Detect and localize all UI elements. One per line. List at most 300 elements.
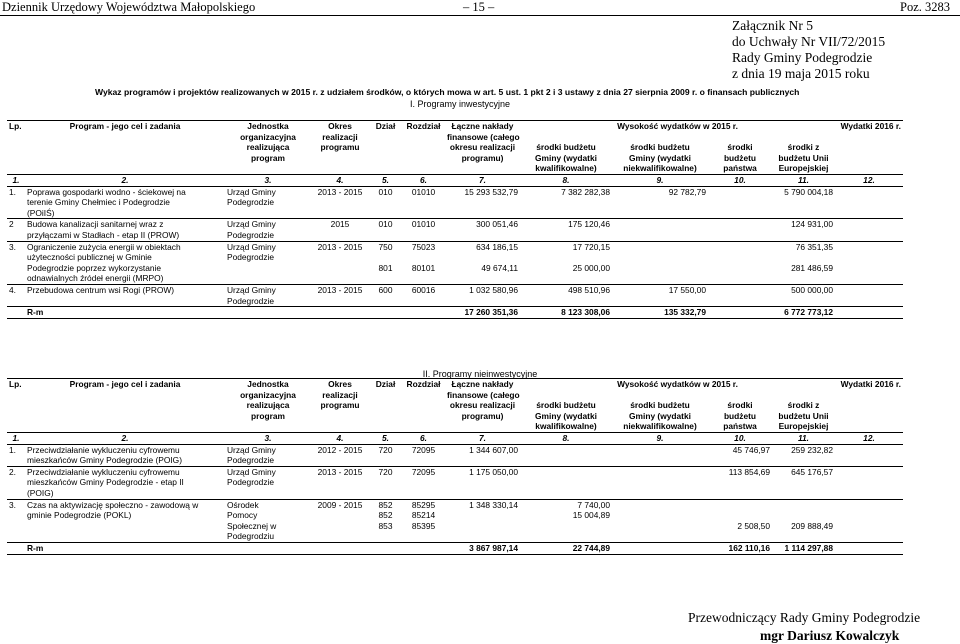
cell-srodki-ue xyxy=(772,273,835,284)
cell-rozdzial xyxy=(402,208,445,219)
total-row xyxy=(7,307,903,319)
cell-dzial: 600 xyxy=(378,284,393,295)
cell-program: gminie Podegrodzie (POKL) xyxy=(27,510,132,521)
col-header-sub2: Gminy (wydatki xyxy=(629,152,691,163)
cell-dzial: 720 xyxy=(378,466,393,477)
total-blank xyxy=(369,307,402,319)
cell-srodki-ue: 259 232,82 xyxy=(791,444,833,455)
cell-okres: 2013 - 2015 xyxy=(317,284,363,295)
col-header-wydatki2016: Wydatki 2016 r. xyxy=(835,379,903,390)
column-number: 2. xyxy=(25,174,225,186)
cell-srodki-panstwa xyxy=(708,531,772,542)
col-header-jednostka: Jednostka xyxy=(225,379,311,390)
col-header-blank xyxy=(402,421,445,432)
col-header-jednostka: program xyxy=(251,410,285,421)
column-number: 1. xyxy=(7,432,25,444)
col-header-blank xyxy=(7,163,25,174)
cell-rozdzial: 80101 xyxy=(411,262,436,273)
col-header-sub1: Gminy (wydatki xyxy=(535,152,597,163)
cell-srodki-niekwal xyxy=(612,208,708,219)
col-header-naklady: okresu realizacji xyxy=(449,142,516,153)
cell-srodki-panstwa xyxy=(708,230,772,241)
col-header-sub1: środki budżetu xyxy=(536,142,596,153)
cell-okres xyxy=(311,455,369,466)
cell-jednostka xyxy=(225,208,311,219)
col-header-sub4: budżetu Unii xyxy=(778,152,829,163)
cell-jednostka: Podegrodzie xyxy=(225,230,311,241)
cell-wydatki2016 xyxy=(835,241,903,252)
col-header-okres: programu xyxy=(320,400,360,411)
col-header-dzial: Dział xyxy=(369,121,402,132)
cell-okres xyxy=(311,273,369,284)
cell-jednostka xyxy=(225,263,311,274)
cell-naklady xyxy=(445,230,520,241)
table-row xyxy=(7,230,903,241)
cell-srodki-panstwa xyxy=(708,296,772,307)
cell-srodki-kwal: 17 720,15 xyxy=(572,241,610,252)
total-blank xyxy=(402,307,445,319)
col-header-dzial: Dział xyxy=(369,379,402,390)
col-header-rozdzial xyxy=(402,390,445,401)
cell-okres xyxy=(311,208,369,219)
cell-srodki-ue: 645 176,57 xyxy=(791,466,833,477)
col-header-blank xyxy=(835,142,903,153)
col-header-naklady: okresu realizacji xyxy=(449,400,516,411)
cell-naklady xyxy=(445,273,520,284)
total-blank xyxy=(835,542,903,554)
cell-srodki-ue: 281 486,59 xyxy=(791,262,833,273)
total-row xyxy=(7,542,903,554)
col-header-blank xyxy=(612,132,708,143)
col-header-okres xyxy=(311,411,369,422)
col-header-blank xyxy=(772,390,835,401)
cell-rozdzial xyxy=(402,252,445,263)
col-header-sub4: Europejskiej xyxy=(778,421,829,432)
table-row xyxy=(7,531,903,542)
cell-wydatki2016 xyxy=(835,284,903,295)
cell-srodki-panstwa xyxy=(708,284,772,295)
cell-rozdzial xyxy=(402,197,445,208)
cell-wydatki2016 xyxy=(835,252,903,263)
cell-wydatki2016 xyxy=(835,186,903,197)
cell-program: terenie Gminy Chełmiec i Podegrodzie xyxy=(27,197,170,208)
table-row xyxy=(7,477,903,488)
page-number: – 15 – xyxy=(463,0,495,14)
cell-srodki-niekwal xyxy=(612,197,708,208)
cell-jednostka: Podegrodzie xyxy=(227,197,275,208)
col-header-program xyxy=(25,132,225,143)
column-number: 7. xyxy=(445,174,520,186)
signature-role: Przewodniczący Rady Gminy Podegrodzie xyxy=(688,610,921,625)
cell-lp xyxy=(7,455,25,466)
column-number: 12. xyxy=(835,432,903,444)
cell-dzial xyxy=(369,273,402,284)
cell-dzial: 852 xyxy=(378,510,393,521)
cell-srodki-panstwa xyxy=(708,488,772,499)
cell-naklady: 1 175 050,00 xyxy=(469,466,518,477)
col-header-lp: Lp. xyxy=(7,379,25,390)
col-header-blank xyxy=(612,390,708,401)
col-header-blank xyxy=(25,163,225,174)
cell-rozdzial xyxy=(402,477,445,488)
col-header-sub1: kwalifikowalne) xyxy=(535,421,597,432)
cell-srodki-kwal xyxy=(520,488,612,499)
col-header-program xyxy=(25,142,225,153)
cell-srodki-ue: 209 888,49 xyxy=(791,520,833,531)
cell-srodki-ue xyxy=(772,510,835,521)
col-header-rozdzial xyxy=(402,400,445,411)
cell-srodki-niekwal xyxy=(612,296,708,307)
cell-srodki-niekwal xyxy=(612,263,708,274)
cell-wydatki2016 xyxy=(835,477,903,488)
cell-wydatki2016 xyxy=(835,531,903,542)
cell-srodki-panstwa: 113 854,69 xyxy=(728,466,770,477)
column-number: 8. xyxy=(520,174,612,186)
cell-lp: 3. xyxy=(9,499,16,510)
cell-srodki-ue xyxy=(772,477,835,488)
col-header-dzial xyxy=(369,142,402,153)
cell-srodki-ue xyxy=(772,252,835,263)
col-header-jednostka: realizująca xyxy=(246,142,290,153)
cell-dzial: 720 xyxy=(378,444,393,455)
cell-srodki-panstwa xyxy=(708,263,772,274)
cell-program: odnawialnych źródeł energii (MRPO) xyxy=(25,273,225,284)
table-row xyxy=(7,241,903,252)
column-number: 11. xyxy=(772,432,835,444)
table-row xyxy=(7,296,903,307)
cell-program: Przebudowa centrum wsi Rogi (PROW) xyxy=(27,284,175,295)
cell-rozdzial xyxy=(402,273,445,284)
cell-srodki-niekwal xyxy=(612,219,708,230)
col-header-program: Program - jego cel i zadania xyxy=(25,379,225,390)
cell-jednostka: Urząd Gminy xyxy=(227,444,276,455)
cell-srodki-kwal xyxy=(520,466,612,477)
cell-rozdzial xyxy=(402,455,445,466)
col-header-blank xyxy=(311,421,369,432)
page-header-journal: Dziennik Urzędowy Województwa Małopolskiego xyxy=(2,0,256,14)
cell-okres: 2012 - 2015 xyxy=(317,444,363,455)
cell-srodki-niekwal xyxy=(612,477,708,488)
cell-srodki-ue: 76 351,35 xyxy=(795,241,833,252)
cell-program: Przeciwdziałanie wykluczeniu cyfrowemu xyxy=(27,444,180,455)
cell-rozdzial: 01010 xyxy=(411,219,436,230)
col-header-sub4: budżetu Unii xyxy=(778,410,829,421)
cell-srodki-kwal xyxy=(520,444,612,455)
cell-naklady xyxy=(445,455,520,466)
table-row xyxy=(7,444,903,455)
col-header-dzial xyxy=(369,390,402,401)
cell-srodki-kwal: 7 382 282,38 xyxy=(561,186,610,197)
cell-srodki-ue: 5 790 004,18 xyxy=(784,186,833,197)
table-row xyxy=(7,273,903,284)
col-header-sub2: niekwalifikowalne) xyxy=(623,421,697,432)
col-header-blank xyxy=(369,163,402,174)
table-row xyxy=(7,455,903,466)
cell-dzial xyxy=(369,252,402,263)
total-srodki-panstwa xyxy=(708,307,772,319)
signature-name: mgr Dariusz Kowalczyk xyxy=(760,628,900,643)
column-number: 8. xyxy=(520,432,612,444)
cell-okres xyxy=(311,252,369,263)
cell-okres: 2009 - 2015 xyxy=(317,499,363,510)
cell-srodki-panstwa xyxy=(708,241,772,252)
cell-program xyxy=(25,531,225,542)
cell-rozdzial xyxy=(402,296,445,307)
col-header-sub1: Gminy (wydatki xyxy=(535,410,597,421)
col-header-blank xyxy=(402,163,445,174)
cell-srodki-kwal xyxy=(520,197,612,208)
cell-program: (POiIŚ) xyxy=(25,208,225,219)
cell-srodki-kwal xyxy=(520,296,612,307)
annex-line-1: Załącznik Nr 5 xyxy=(732,18,813,33)
cell-program: użyteczności publicznej w Gminie xyxy=(27,252,152,263)
table-row xyxy=(7,284,903,295)
cell-wydatki2016 xyxy=(835,444,903,455)
cell-naklady xyxy=(445,208,520,219)
cell-jednostka xyxy=(225,273,311,284)
cell-srodki-kwal xyxy=(520,252,612,263)
column-number: 5. xyxy=(369,432,402,444)
total-srodki-panstwa: 162 110,16 xyxy=(708,542,772,554)
cell-okres xyxy=(311,477,369,488)
col-header-sub1: środki budżetu xyxy=(536,400,596,411)
column-number: 4. xyxy=(311,174,369,186)
cell-srodki-kwal: 175 120,46 xyxy=(568,219,610,230)
cell-naklady xyxy=(445,252,520,263)
cell-naklady xyxy=(445,477,520,488)
cell-lp xyxy=(7,477,25,488)
total-srodki-ue: 6 772 773,12 xyxy=(772,307,835,319)
cell-jednostka: Urząd Gminy xyxy=(227,284,276,295)
cell-srodki-kwal xyxy=(520,455,612,466)
col-header-blank xyxy=(311,163,369,174)
total-blank xyxy=(225,307,311,319)
col-header-blank xyxy=(7,421,25,432)
cell-wydatki2016 xyxy=(835,263,903,274)
col-header-blank xyxy=(369,421,402,432)
cell-rozdzial: 85395 xyxy=(411,520,436,531)
cell-srodki-panstwa xyxy=(708,273,772,284)
cell-lp xyxy=(7,296,25,307)
cell-jednostka: Podegrodzie xyxy=(227,477,275,488)
col-header-wydatki2016: Wydatki 2016 r. xyxy=(835,121,903,132)
cell-dzial: 852 xyxy=(378,499,393,510)
col-header-sub2: niekwalifikowalne) xyxy=(623,163,697,174)
cell-srodki-panstwa xyxy=(708,455,772,466)
cell-lp: 4. xyxy=(9,284,16,295)
cell-srodki-niekwal: 92 782,79 xyxy=(668,186,706,197)
wykaz-title: Wykaz programów i projektów realizowanych w 2015 r. z udziałem środków, o których mowa w art. 5 ust. 1 pkt 2 i 3 ustawy z dnia 27 sierpnia 2009 r. o finansach publicznych xyxy=(95,87,800,97)
col-header-sub1: kwalifikowalne) xyxy=(535,163,597,174)
cell-srodki-niekwal xyxy=(612,444,708,455)
cell-wydatki2016 xyxy=(835,510,903,521)
cell-jednostka: Urząd Gminy xyxy=(227,466,276,477)
cell-srodki-panstwa xyxy=(708,219,772,230)
col-header-sub4: Europejskiej xyxy=(778,163,829,174)
cell-okres xyxy=(311,263,369,274)
cell-srodki-niekwal xyxy=(612,531,708,542)
cell-srodki-niekwal xyxy=(612,521,708,532)
col-header-blank xyxy=(520,390,612,401)
cell-dzial xyxy=(369,208,402,219)
column-number: 3. xyxy=(225,432,311,444)
col-header-program xyxy=(25,153,225,164)
column-number: 3. xyxy=(225,174,311,186)
cell-program: Budowa kanalizacji sanitarnej wraz z xyxy=(27,219,164,230)
cell-rozdzial: 85295 xyxy=(411,499,436,510)
investment-programs-table xyxy=(7,120,903,319)
annex-line-3: Rady Gminy Podegrodzie xyxy=(732,50,873,65)
col-header-okres: Okres xyxy=(311,379,369,390)
cell-srodki-kwal xyxy=(520,230,612,241)
cell-dzial xyxy=(369,531,402,542)
col-header-blank xyxy=(708,390,772,401)
total-srodki-niekwal: 135 332,79 xyxy=(612,307,708,319)
cell-okres xyxy=(311,510,369,521)
cell-lp: 2 xyxy=(9,219,14,230)
cell-program: (POIG) xyxy=(25,488,225,499)
cell-srodki-ue xyxy=(772,197,835,208)
col-header-jednostka: realizująca xyxy=(246,400,290,411)
cell-srodki-ue xyxy=(772,296,835,307)
col-header-rozdzial: Rozdział xyxy=(402,379,445,390)
cell-wydatki2016 xyxy=(835,197,903,208)
cell-naklady xyxy=(445,531,520,542)
col-header-rozdzial xyxy=(402,142,445,153)
cell-srodki-panstwa xyxy=(708,186,772,197)
cell-program xyxy=(25,296,225,307)
cell-dzial: 010 xyxy=(378,186,393,197)
col-header-naklady: Łączne nakłady xyxy=(445,121,520,132)
cell-naklady: 634 186,15 xyxy=(476,241,518,252)
cell-wydatki2016 xyxy=(835,219,903,230)
cell-lp xyxy=(7,531,25,542)
cell-naklady xyxy=(445,521,520,532)
cell-naklady: 1 032 580,96 xyxy=(469,284,518,295)
total-blank xyxy=(311,307,369,319)
cell-jednostka: Urząd Gminy xyxy=(227,186,276,197)
cell-rozdzial xyxy=(402,488,445,499)
total-naklady: 3 867 987,14 xyxy=(445,542,520,554)
col-header-blank xyxy=(445,163,520,174)
cell-srodki-niekwal xyxy=(612,230,708,241)
total-blank xyxy=(225,542,311,554)
table-row xyxy=(7,219,903,230)
col-header-blank xyxy=(835,163,903,174)
cell-srodki-kwal xyxy=(520,273,612,284)
col-header-wysokosc: Wysokość wydatków w 2015 r. xyxy=(520,121,835,132)
cell-lp: 2. xyxy=(9,466,16,477)
cell-wydatki2016 xyxy=(835,296,903,307)
cell-jednostka: Podegrodzie xyxy=(227,252,275,263)
cell-srodki-ue xyxy=(772,208,835,219)
cell-srodki-panstwa: 2 508,50 xyxy=(737,520,770,531)
column-number: 7. xyxy=(445,432,520,444)
col-header-dzial xyxy=(369,153,402,164)
col-header-blank xyxy=(835,390,903,401)
col-header-okres: realizacji xyxy=(322,389,358,400)
col-header-naklady: programu) xyxy=(461,410,504,421)
page-position: Poz. 3283 xyxy=(900,0,950,14)
cell-srodki-panstwa xyxy=(708,499,772,510)
total-srodki-kwal: 22 744,89 xyxy=(520,542,612,554)
cell-srodki-niekwal xyxy=(612,252,708,263)
col-header-sub2: Gminy (wydatki xyxy=(629,410,691,421)
cell-naklady xyxy=(445,197,520,208)
cell-wydatki2016 xyxy=(835,273,903,284)
cell-srodki-ue xyxy=(772,230,835,241)
cell-wydatki2016 xyxy=(835,455,903,466)
cell-srodki-ue xyxy=(772,488,835,499)
column-number: 2. xyxy=(25,432,225,444)
cell-naklady: 1 344 607,00 xyxy=(469,444,518,455)
annex-line-2: do Uchwały Nr VII/72/2015 xyxy=(732,34,886,49)
cell-dzial xyxy=(369,455,402,466)
table-row xyxy=(7,208,903,219)
cell-srodki-ue xyxy=(772,455,835,466)
cell-okres xyxy=(311,488,369,499)
cell-rozdzial: 60016 xyxy=(411,284,436,295)
cell-srodki-panstwa xyxy=(708,477,772,488)
cell-lp xyxy=(7,197,25,208)
cell-jednostka: Społecznej w xyxy=(227,520,277,531)
cell-rozdzial: 72095 xyxy=(411,444,436,455)
col-header-naklady: finansowe (całego xyxy=(447,131,520,142)
cell-rozdzial: 75023 xyxy=(411,241,436,252)
col-header-rozdzial xyxy=(402,132,445,143)
cell-lp xyxy=(7,263,25,274)
total-blank xyxy=(835,307,903,319)
col-header-dzial xyxy=(369,411,402,422)
col-header-lp xyxy=(7,142,25,153)
table-row xyxy=(7,252,903,263)
col-header-jednostka: organizacyjna xyxy=(240,389,296,400)
col-header-lp xyxy=(7,400,25,411)
header-rule xyxy=(0,15,960,16)
col-header-sub3: państwa xyxy=(723,421,757,432)
cell-program: Przeciwdziałanie wykluczeniu cyfrowemu xyxy=(27,466,180,477)
total-blank xyxy=(311,542,369,554)
cell-naklady xyxy=(445,296,520,307)
col-header-okres: Okres xyxy=(311,121,369,132)
total-blank xyxy=(402,542,445,554)
column-number: 1. xyxy=(7,174,25,186)
cell-jednostka: Urząd Gminy xyxy=(227,241,276,252)
table-row xyxy=(7,466,903,477)
cell-naklady: 49 674,11 xyxy=(481,262,518,273)
cell-lp xyxy=(7,208,25,219)
table-row xyxy=(7,263,903,274)
col-header-blank xyxy=(708,132,772,143)
col-header-blank xyxy=(772,132,835,143)
col-header-lp xyxy=(7,390,25,401)
cell-wydatki2016 xyxy=(835,488,903,499)
cell-okres xyxy=(311,521,369,532)
table-row xyxy=(7,197,903,208)
cell-rozdzial xyxy=(402,230,445,241)
cell-rozdzial: 85214 xyxy=(411,510,436,521)
col-header-blank xyxy=(835,411,903,422)
col-header-okres: programu xyxy=(320,142,360,153)
col-header-blank xyxy=(445,421,520,432)
col-header-program xyxy=(25,400,225,411)
cell-naklady xyxy=(445,510,520,521)
col-header-okres: realizacji xyxy=(322,131,358,142)
col-header-dzial xyxy=(369,400,402,411)
col-header-lp xyxy=(7,132,25,143)
cell-srodki-niekwal xyxy=(612,466,708,477)
cell-srodki-panstwa xyxy=(708,252,772,263)
